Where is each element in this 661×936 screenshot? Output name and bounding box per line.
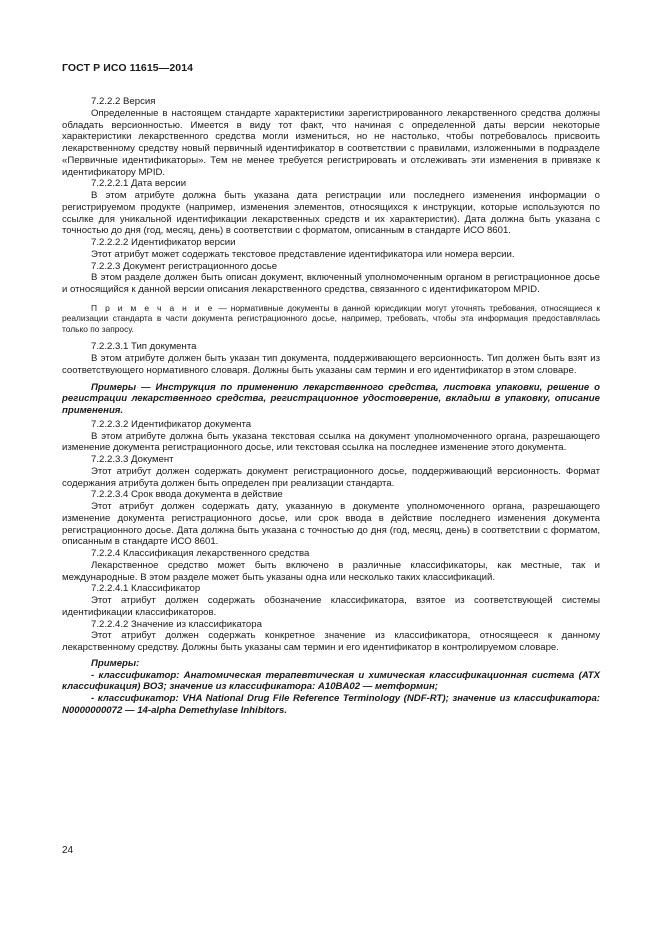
paragraph: В этом атрибуте должен быть указан тип документа, поддерживающего версионность. Тип должен быть взят из соответствующего нормативного словаря. Должны быть указаны сам термин и его идентификатор в этом словаре. bbox=[62, 353, 600, 376]
section-heading: 7.2.2.4 Классификация лекарственного средства bbox=[91, 548, 310, 559]
paragraph: Определенные в настоящем стандарте характеристики зарегистрированного лекарственного средства должны обладать версионностью. Имеется в виду тот факт, что начиная с определенной даты версии некоторые характеристики лекарственного средства могли измениться, но не настолько, чтобы потребовалось присвоить лекарственному средству новый первичный идентификатор в соответствии с правилами, изложенными в подразделе «Первичные идентификаторы». Тем не менее требуется регистрировать и отслеживать эти изменения в привязке к идентификатору MPID. bbox=[62, 107, 600, 178]
section-heading: 7.2.2.2.1 Дата версии bbox=[91, 178, 187, 190]
note-label: П р и м е ч а н и е bbox=[91, 302, 215, 313]
paragraph: Этот атрибут должен содержать обозначение классификатора, взятое из соответствующей системы идентификации классификаторов. bbox=[62, 595, 600, 618]
paragraph: В этом атрибуте должна быть указана дата регистрации или последнего изменения информации о регистрируемом продукте (например, изменения элементов, относящихся к инструкции, которые используются по ссылке для уникальной идентификации лекарственных средств и их характеристик). Дата должна быть указана с точностью до дня (год, месяц, день) в соответствии с форматом, описанным в стандарте ИСО 8601. bbox=[62, 190, 600, 237]
note bbox=[62, 303, 600, 335]
example-item: - классификатор: VHA National Drug File Reference Terminology (NDF-RT); значение из классификатора: N0000000072 — 14-alpha Demethylase Inhibitors. bbox=[62, 693, 600, 716]
page-header: ГОСТ Р ИСО 11615—2014 bbox=[62, 62, 194, 74]
page-content bbox=[62, 96, 600, 719]
examples-paragraph: Примеры — Инструкция по применению лекарственного средства, листовка упаковки, решение о регистрации лекарственного средства, регистрационное удостоверение, вкладыш в упаковку, описание применения. bbox=[62, 381, 600, 416]
examples-label: Примеры: bbox=[91, 657, 140, 669]
note-text: — нормативные документы в данной юрисдикции могут уточнять требования, относящиеся к реализации стандарта в части документа регистрационного досье, например, требовать, чтобы эта информация предоставлялась только по запросу. bbox=[62, 302, 600, 334]
paragraph: В этом разделе должен быть описан документ, включенный уполномоченным органом в регистрационное досье и относящийся к данной версии описания лекарственного средства, связанного с идентификатором MPID. bbox=[62, 272, 600, 295]
section-heading: 7.2.2.3.4 Срок ввода документа в действие bbox=[91, 489, 283, 501]
paragraph: Этот атрибут должен содержать документ регистрационного досье, поддерживающий версионность. Формат содержания атрибута должен быть определен при реализации стандарта. bbox=[62, 465, 600, 489]
paragraph: Этот атрибут должен содержать дату, указанную в документе уполномоченного органа, разрешающего изменение документа регистрационного досье, или срок ввода в действие последнего изменения документа регистрационного досье. Дата должна быть указана с точностью до дня (год, месяц, день) в соответствии с форматом, описанным в стандарте ИСО 8601. bbox=[62, 501, 600, 548]
paragraph: В этом атрибуте должна быть указана текстовая ссылка на документ уполномоченного органа, разрешающего изменение документа регистрационного досье, или текстовая ссылка на последнее изменение этого документа. bbox=[62, 430, 600, 454]
section-heading: 7.2.2.3 Документ регистрационного досье bbox=[91, 260, 278, 272]
paragraph: Этот атрибут должен содержать конкретное значение из классификатора, относящееся к данному лекарственному средству. Должны быть указаны сам термин и его идентификатор в контролируемом словаре. bbox=[62, 630, 600, 653]
example-item: - классификатор: Анатомическая терапевтическая и химическая классификационная система (АТХ классификация) ВОЗ; значение из классификатора: A10BA02 — метформин; bbox=[62, 669, 600, 693]
section-heading: 7.2.2.3.3 Документ bbox=[91, 454, 174, 465]
section-heading: 7.2.2.2.2 Идентификатор версии bbox=[91, 237, 236, 248]
section-heading: 7.2.2.2 Версия bbox=[91, 96, 156, 107]
section-heading: 7.2.2.3.1 Тип документа bbox=[91, 341, 197, 353]
page-number: 24 bbox=[62, 845, 74, 856]
section-heading: 7.2.2.4.1 Классификатор bbox=[91, 583, 201, 595]
section-heading: 7.2.2.4.2 Значение из классификатора bbox=[91, 618, 262, 630]
section-heading: 7.2.2.3.2 Идентификатор документа bbox=[91, 418, 252, 430]
paragraph: Этот атрибут может содержать текстовое представление идентификатора или номера версии. bbox=[91, 248, 515, 260]
paragraph: Лекарственное средство может быть включено в различные классификаторы, как местные, так и международные. В этом разделе может быть указаны одна или несколько таких классификаций. bbox=[62, 559, 600, 583]
